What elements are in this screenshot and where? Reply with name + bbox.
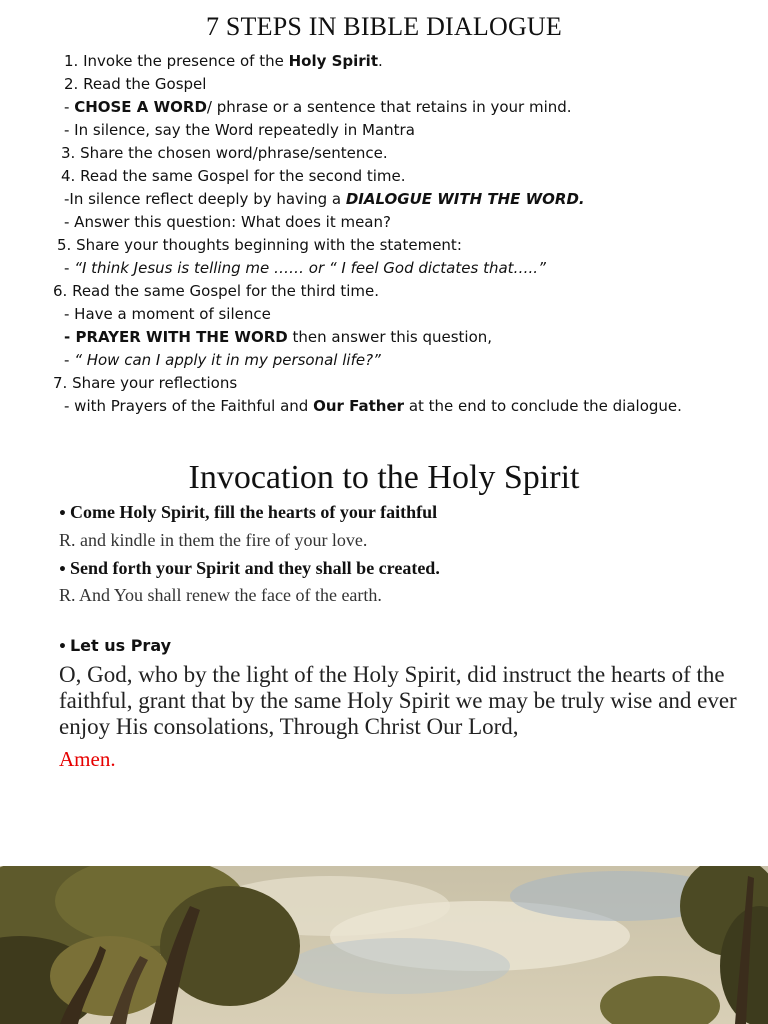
step-3: 3. Share the chosen word/phrase/sentence. bbox=[61, 144, 388, 162]
step-4-sub-a bbox=[64, 188, 585, 211]
step-6b-emphasis: - PRAYER WITH THE WORD bbox=[64, 328, 288, 346]
step-4a-emphasis: DIALOGUE WITH THE WORD. bbox=[345, 190, 585, 208]
let-us-pray-heading bbox=[58, 636, 171, 655]
step-1 bbox=[64, 50, 383, 73]
step-4-sub-b: - Answer this question: What does it mean? bbox=[64, 213, 391, 231]
step-2a-emphasis: CHOSE A WORD bbox=[74, 98, 207, 116]
step-6c-quote: “ How can I apply it in my personal life?” bbox=[74, 351, 381, 369]
step-1-text: 1. Invoke the presence of the bbox=[64, 52, 289, 70]
prayer-text: O, God, who by the light of the Holy Spirit, did instruct the hearts of the faithful, grant that by the same Holy Spirit we may be truly wise and ever enjoy His consolations, Through Christ Our Lord, bbox=[59, 662, 737, 739]
verse-2-text: Send forth your Spirit and they shall be created. bbox=[69, 558, 440, 578]
bullet-icon: • bbox=[58, 562, 67, 578]
invocation-title: Invocation to the Holy Spirit bbox=[188, 459, 580, 496]
step-7-sub-a bbox=[64, 395, 682, 418]
landscape-painting-image bbox=[0, 866, 768, 1024]
verse-1-text: Come Holy Spirit, fill the hearts of your faithful bbox=[69, 502, 438, 522]
step-7: 7. Share your reflections bbox=[53, 374, 238, 392]
amen-text: Amen. bbox=[59, 747, 116, 771]
step-2a-dash: - bbox=[64, 98, 75, 116]
invocation-response-1: R. and kindle in them the fire of your love. bbox=[59, 530, 368, 550]
step-6-sub-a: - Have a moment of silence bbox=[64, 305, 271, 323]
page-title: 7 STEPS IN BIBLE DIALOGUE bbox=[206, 12, 562, 41]
step-6b-text: then answer this question, bbox=[287, 328, 493, 346]
step-2-sub-a bbox=[64, 96, 572, 119]
step-5a-quote: “I think Jesus is telling me …… or “ I feel God dictates that…..” bbox=[74, 259, 546, 277]
invocation-response-2: R. And You shall renew the face of the earth. bbox=[59, 585, 382, 605]
step-4: 4. Read the same Gospel for the second time. bbox=[61, 167, 406, 185]
invocation-verse-2 bbox=[58, 558, 440, 579]
step-2-sub-b: - In silence, say the Word repeatedly in Mantra bbox=[64, 121, 415, 139]
step-2a-text: / phrase or a sentence that retains in your mind. bbox=[206, 98, 572, 116]
step-1-emphasis: Holy Spirit bbox=[288, 52, 378, 70]
step-1-end: . bbox=[378, 52, 383, 70]
step-6: 6. Read the same Gospel for the third time. bbox=[53, 282, 380, 300]
step-5: 5. Share your thoughts beginning with the statement: bbox=[57, 236, 462, 254]
step-6c-dash: - bbox=[64, 351, 75, 369]
step-6-sub-c bbox=[64, 349, 381, 372]
step-4a-text: -In silence reflect deeply by having a bbox=[64, 190, 346, 208]
step-7a-emphasis: Our Father bbox=[313, 397, 405, 415]
step-6-sub-b bbox=[64, 326, 492, 349]
step-5a-dash: - bbox=[64, 259, 75, 277]
step-7a-end: at the end to conclude the dialogue. bbox=[404, 397, 682, 415]
let-us-pray-text: Let us Pray bbox=[69, 636, 172, 655]
invocation-verse-1 bbox=[58, 502, 437, 523]
bullet-icon: • bbox=[58, 506, 67, 522]
step-7a-text: - with Prayers of the Faithful and bbox=[64, 397, 314, 415]
landscape-painting-icon bbox=[0, 866, 768, 1024]
step-5-sub-a bbox=[64, 257, 546, 280]
step-2: 2. Read the Gospel bbox=[64, 75, 207, 93]
bullet-icon: • bbox=[58, 639, 67, 655]
